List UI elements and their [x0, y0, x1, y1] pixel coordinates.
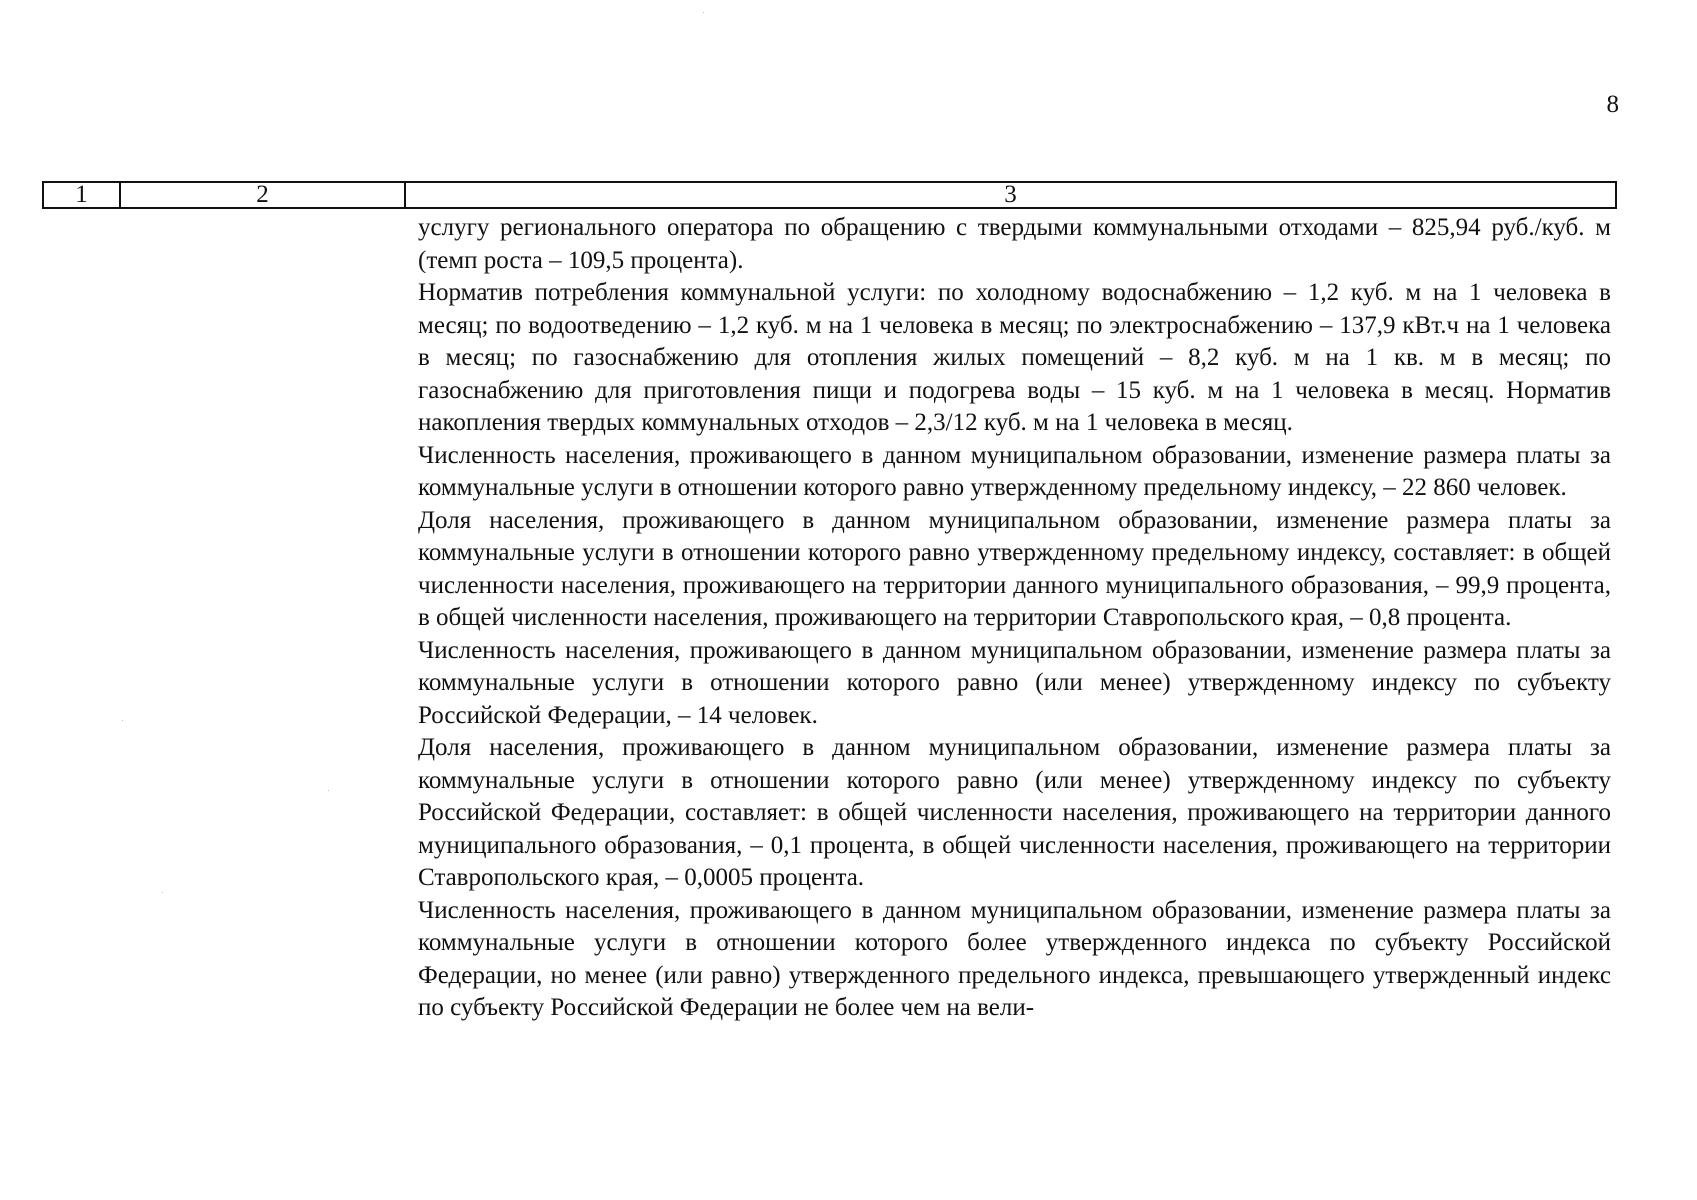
paragraph-population-above-index: Численность населения, проживающего в данном муниципальном образовании, изменение размера платы за коммунальные услуги в отношении которого более утвержденного индекса по субъекту Российской Федерации, но менее (или равно) утвержденного предельного индекса, превышающего утвержденный индекс по субъекту Российской Федерации не более чем на вели- [418, 896, 1611, 1021]
paragraph-population-below-index: Численность населения, проживающего в данном муниципальном образовании, изменение размера платы за коммунальные услуги в отношении которого равно (или менее) утвержденному индексу по субъекту Российской Федерации, – 14 человек. [418, 636, 1611, 729]
paragraph-consumption-norm: Норматив потребления коммунальной услуги: по холодному водоснабжению – 1,2 куб. м на 1 человека в месяц; по водоотведению – 1,2 куб. м на 1 человека в месяц; по электроснабжению – 137,9 кВт.ч на 1 человека в месяц; по газоснабжению для отопления жилых помещений – 8,2 куб. м на 1 кв. м в месяц; по газоснабжению для приготовления пищи и подогрева воды – 15 куб. м на 1 человека в месяц. Норматив накопления твердых коммунальных отходов – 2,3/12 куб. м на 1 человека в месяц. [418, 279, 1611, 436]
page-number: 8 [1606, 91, 1619, 118]
paragraph-share-below-index: Доля населения, проживающего в данном муниципальном образовании, изменение размера платы за коммунальные услуги в отношении которого равно (или менее) утвержденному индексу по субъекту Российской Федерации, составляет: в общей численности населения, проживающего на территории данного муниципального образования, – 0,1 процента, в общей численности населения, проживающего на территории Ставропольского края, – 0,0005 процента. [418, 734, 1611, 891]
table-column-3-content [418, 212, 1611, 1025]
table-header-cell-1: 1 [44, 183, 121, 207]
scan-speck [328, 790, 329, 791]
table-header-cell-3: 3 [1004, 183, 1017, 207]
paragraph-share-equal-limit: Доля населения, проживающего в данном муниципальном образовании, изменение размера платы за коммунальные услуги в отношении которого равно утвержденному предельному индексу, составляет: в общей численности населения, проживающего на территории данного муниципального образования, – 99,9 процента, в общей численности населения, проживающего на территории Ставропольского края, – 0,8 процента. [418, 506, 1611, 631]
scan-speck [162, 892, 163, 893]
paragraph-tariff-continuation: услугу регионального оператора по обращению с твердыми коммунальными отходами – 825,94 руб./куб. м (темп роста – 109,5 процента). [418, 214, 1611, 274]
scan-speck [122, 720, 123, 721]
paragraph-population-equal-limit: Численность населения, проживающего в данном муниципальном образовании, изменение размера платы за коммунальные услуги в отношении которого равно утвержденному предельному индексу, – 22 860 человек. [418, 441, 1611, 501]
scan-speck [703, 12, 704, 13]
table-header-row [42, 181, 1617, 209]
table-header-cell-2: 2 [121, 183, 406, 207]
